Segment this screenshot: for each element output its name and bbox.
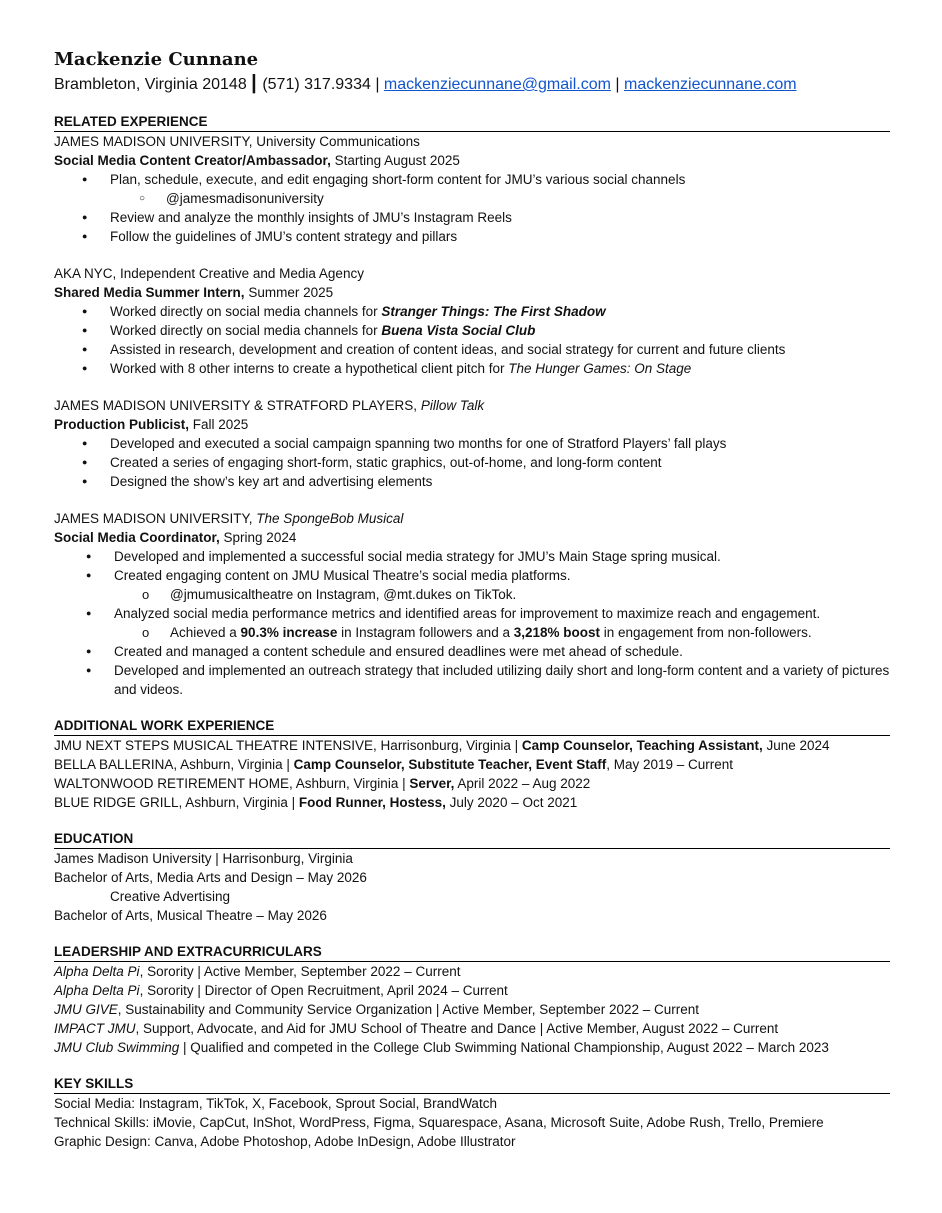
bullet-list bbox=[54, 208, 890, 246]
location: Brambleton, Virginia 20148 bbox=[54, 76, 247, 93]
sub-bullet-list bbox=[54, 623, 890, 642]
section-heading: RELATED EXPERIENCE bbox=[54, 113, 890, 132]
job-entry bbox=[54, 132, 890, 246]
show-title: The SpongeBob Musical bbox=[256, 511, 404, 526]
job-entry bbox=[54, 509, 890, 699]
show-title: Stranger Things: The First Shadow bbox=[381, 304, 606, 319]
work-role: Camp Counselor, Teaching Assistant, bbox=[521, 738, 763, 753]
job-title: Social Media Coordinator, bbox=[54, 530, 220, 545]
bullet-list bbox=[54, 547, 890, 585]
bullet-list bbox=[54, 642, 890, 699]
skills-section bbox=[54, 1075, 890, 1151]
show-title: The Hunger Games: On Stage bbox=[508, 361, 692, 376]
show-title: Pillow Talk bbox=[420, 398, 485, 413]
bullet-list bbox=[54, 302, 890, 378]
sub-bullet-item: ○ @jamesmadisonuniversity bbox=[54, 189, 890, 208]
separator: | bbox=[615, 76, 624, 93]
work-row: BELLA BALLERINA, Ashburn, Virginia | Camp Counselor, Substitute Teacher, Event Staff, May 2019 – Current bbox=[54, 757, 734, 772]
show-title: Buena Vista Social Club bbox=[381, 323, 536, 338]
concentration: Creative Advertising bbox=[110, 889, 231, 904]
bullet-item: ● Developed and implemented an outreach strategy that included utilizing daily short and long-form content and a variety of pictures and videos. bbox=[54, 661, 890, 699]
job-org: AKA NYC, Independent Creative and Media Agency bbox=[54, 266, 364, 281]
job-title: Social Media Content Creator/Ambassador, bbox=[54, 153, 331, 168]
skill-line: Graphic Design: Canva, Adobe Photoshop, Adobe InDesign, Adobe Illustrator bbox=[54, 1134, 516, 1149]
bullet-list bbox=[54, 434, 890, 491]
job-date: Fall 2025 bbox=[189, 417, 249, 432]
degree: Bachelor of Arts, Media Arts and Design – May 2026 bbox=[54, 870, 367, 885]
job-title-line bbox=[54, 151, 890, 170]
bullet-item: ● Plan, schedule, execute, and edit engaging short-form content for JMU’s various social channels bbox=[54, 170, 890, 189]
phone: (571) 317.9334 bbox=[262, 76, 371, 93]
org-name: JMU Club Swimming bbox=[54, 1040, 180, 1055]
leadership-row: Alpha Delta Pi, Sorority | Director of Open Recruitment, April 2024 – Current bbox=[54, 983, 508, 998]
section-heading: ADDITIONAL WORK EXPERIENCE bbox=[54, 717, 890, 736]
sub-bullet-item: o @jmumusicaltheatre on Instagram, @mt.dukes on TikTok. bbox=[54, 585, 890, 604]
bullet-item: ● Developed and implemented a successful social media strategy for JMU’s Main Stage spring musical. bbox=[54, 547, 890, 566]
sub-bullet-list bbox=[54, 189, 890, 208]
education-section bbox=[54, 830, 890, 925]
sub-bullet-list bbox=[54, 585, 890, 604]
bullet-item: ● Follow the guidelines of JMU’s content strategy and pillars bbox=[54, 227, 890, 246]
bullet-item: ● Created a series of engaging short-form, static graphics, out-of-home, and long-form content bbox=[54, 453, 890, 472]
work-role: Food Runner, Hostess, bbox=[298, 795, 446, 810]
job-title: Shared Media Summer Intern, bbox=[54, 285, 245, 300]
work-row: BLUE RIDGE GRILL, Ashburn, Virginia | Food Runner, Hostess, July 2020 – Oct 2021 bbox=[54, 795, 578, 810]
bullet-item: ● Worked directly on social media channels for Stranger Things: The First Shadow bbox=[54, 302, 890, 321]
school: James Madison University | Harrisonburg, Virginia bbox=[54, 851, 353, 866]
resume-page bbox=[54, 48, 890, 1151]
section-heading: KEY SKILLS bbox=[54, 1075, 890, 1094]
candidate-name: Mackenzie Cunnane bbox=[54, 49, 259, 70]
org-name: IMPACT JMU bbox=[54, 1021, 136, 1036]
section-heading: LEADERSHIP AND EXTRACURRICULARS bbox=[54, 943, 890, 962]
job-date: Summer 2025 bbox=[244, 285, 334, 300]
stat-highlight: 90.3% increase bbox=[240, 625, 338, 640]
contact-line bbox=[54, 72, 890, 94]
job-org: JAMES MADISON UNIVERSITY, University Communications bbox=[54, 134, 420, 149]
job-title-line bbox=[54, 415, 890, 434]
work-role: Camp Counselor, Substitute Teacher, Event Staff bbox=[293, 757, 607, 772]
bullet-item: ● Designed the show’s key art and advertising elements bbox=[54, 472, 890, 491]
job-org: JAMES MADISON UNIVERSITY, The SpongeBob Musical bbox=[54, 511, 404, 526]
leadership-row: Alpha Delta Pi, Sorority | Active Member, September 2022 – Current bbox=[54, 964, 461, 979]
bullet-item: ● Review and analyze the monthly insights of JMU’s Instagram Reels bbox=[54, 208, 890, 227]
job-org: JAMES MADISON UNIVERSITY & STRATFORD PLAYERS, Pillow Talk bbox=[54, 398, 485, 413]
bullet-item: ● Developed and executed a social campaign spanning two months for one of Stratford Players’ fall plays bbox=[54, 434, 890, 453]
additional-work-section bbox=[54, 717, 890, 812]
section-heading: EDUCATION bbox=[54, 830, 890, 849]
org-name: Alpha Delta Pi bbox=[54, 964, 140, 979]
bullet-list bbox=[54, 604, 890, 623]
work-row: WALTONWOOD RETIREMENT HOME, Ashburn, Virginia | Server, April 2022 – Aug 2022 bbox=[54, 776, 591, 791]
work-row: JMU NEXT STEPS MUSICAL THEATRE INTENSIVE, Harrisonburg, Virginia | Camp Counselor, Teaching Assistant, June 2024 bbox=[54, 738, 830, 753]
bullet-item: ● Worked directly on social media channels for Buena Vista Social Club bbox=[54, 321, 890, 340]
stat-highlight: 3,218% boost bbox=[513, 625, 600, 640]
bullet-item: ● Analyzed social media performance metrics and identified areas for improvement to maximize reach and engagement. bbox=[54, 604, 890, 623]
bullet-list bbox=[54, 170, 890, 189]
sub-bullet-item: o Achieved a 90.3% increase in Instagram followers and a 3,218% boost in engagement from non-followers. bbox=[54, 623, 890, 642]
leadership-row: IMPACT JMU, Support, Advocate, and Aid for JMU School of Theatre and Dance | Active Member, August 2022 – Current bbox=[54, 1021, 779, 1036]
leadership-section bbox=[54, 943, 890, 1057]
separator: | bbox=[375, 76, 384, 93]
website-link[interactable]: mackenziecunnane.com bbox=[624, 76, 797, 93]
bullet-item: ● Assisted in research, development and creation of content ideas, and social strategy for current and future clients bbox=[54, 340, 890, 359]
email-link[interactable]: mackenziecunnane@gmail.com bbox=[383, 76, 611, 93]
org-name: Alpha Delta Pi bbox=[54, 983, 140, 998]
job-title: Production Publicist, bbox=[54, 417, 190, 432]
job-date: Starting August 2025 bbox=[330, 153, 460, 168]
bullet-item: ● Created and managed a content schedule and ensured deadlines were met ahead of schedule. bbox=[54, 642, 890, 661]
degree: Bachelor of Arts, Musical Theatre – May 2026 bbox=[54, 908, 327, 923]
separator: | bbox=[251, 72, 263, 94]
job-date: Spring 2024 bbox=[219, 530, 297, 545]
job-title-line bbox=[54, 283, 890, 302]
leadership-row: JMU GIVE, Sustainability and Community Service Organization | Active Member, September 2022 – Current bbox=[54, 1002, 700, 1017]
org-name: JMU GIVE bbox=[54, 1002, 118, 1017]
bullet-item: ● Worked with 8 other interns to create a hypothetical client pitch for The Hunger Games: On Stage bbox=[54, 359, 890, 378]
job-entry bbox=[54, 264, 890, 378]
leadership-row: JMU Club Swimming | Qualified and competed in the College Club Swimming National Championship, August 2022 – March 2023 bbox=[54, 1040, 829, 1055]
skill-line: Technical Skills: iMovie, CapCut, InShot, WordPress, Figma, Squarespace, Asana, Microsoft Suite, Adobe Rush, Trello, Premiere bbox=[54, 1115, 824, 1130]
related-experience-section bbox=[54, 113, 890, 699]
job-entry bbox=[54, 396, 890, 491]
work-role: Server, bbox=[409, 776, 455, 791]
job-title-line bbox=[54, 528, 890, 547]
skill-line: Social Media: Instagram, TikTok, X, Facebook, Sprout Social, BrandWatch bbox=[54, 1096, 497, 1111]
bullet-item: ● Created engaging content on JMU Musical Theatre’s social media platforms. bbox=[54, 566, 890, 585]
